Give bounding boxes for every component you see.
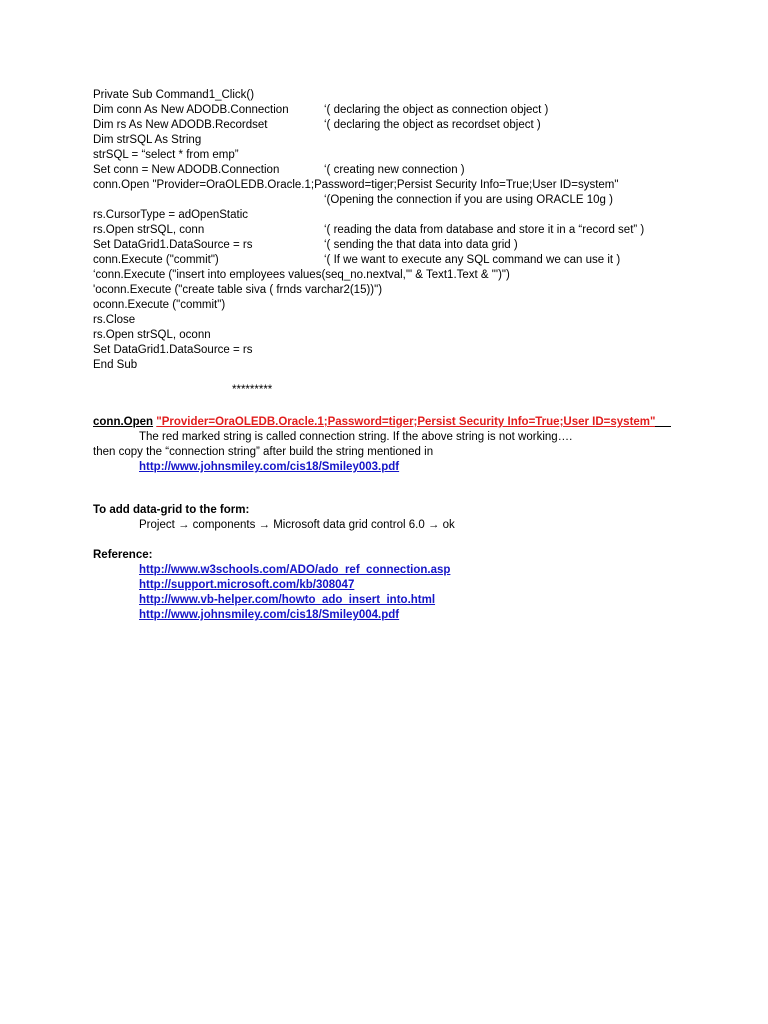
reference-link[interactable]: http://www.w3schools.com/ADO/ado_ref_connection.asp xyxy=(139,564,451,576)
connection-string-line xyxy=(93,415,671,430)
reference-link[interactable]: http://www.johnsmiley.com/cis18/Smiley004.pdf xyxy=(139,609,400,621)
conn-open-prefix: conn.Open xyxy=(93,416,154,428)
code-comment: ‘( reading the data from database and store it in a “record set” ) xyxy=(324,224,645,236)
reference-heading: Reference: xyxy=(93,549,153,561)
trailing-underline xyxy=(655,415,671,427)
code-text: rs.CursorType = adOpenStatic xyxy=(93,209,249,221)
code-text: Private Sub Command1_Click() xyxy=(93,89,255,101)
separator: ********* xyxy=(232,384,273,396)
code-text: Set conn = New ADODB.Connection xyxy=(93,164,280,176)
code-comment: ‘( sending the that data into data grid ) xyxy=(324,239,518,251)
datagrid-steps: Project → components → Microsoft data grid control 6.0 → ok xyxy=(139,519,455,531)
code-text: Dim rs As New ADODB.Recordset xyxy=(93,119,268,131)
code-text: rs.Close xyxy=(93,314,136,326)
code-comment: ‘( If we want to execute any SQL command we can use it ) xyxy=(324,254,621,266)
code-text: Set DataGrid1.DataSource = rs xyxy=(93,239,253,251)
code-text: ‘conn.Execute ("insert into employees values(seq_no.nextval,'" & Text1.Text & "')") xyxy=(93,269,510,281)
code-text: 'oconn.Execute ("create table siva ( frnds varchar2(15))") xyxy=(93,284,383,296)
datagrid-heading: To add data-grid to the form: xyxy=(93,504,250,516)
code-text: Dim conn As New ADODB.Connection xyxy=(93,104,289,116)
explanation-line: then copy the “connection string” after build the string mentioned in xyxy=(93,446,434,458)
reference-link[interactable]: http://www.vb-helper.com/howto_ado_insert_into.html xyxy=(139,594,436,606)
connection-string: "Provider=OraOLEDB.Oracle.1;Password=tiger;Persist Security Info=True;User ID=system" xyxy=(156,416,656,428)
code-text: Dim strSQL As String xyxy=(93,134,202,146)
code-text: oconn.Execute ("commit") xyxy=(93,299,226,311)
smiley003-link[interactable]: http://www.johnsmiley.com/cis18/Smiley003.pdf xyxy=(139,461,400,473)
code-text: conn.Open "Provider=OraOLEDB.Oracle.1;Password=tiger;Persist Security Info=True;User ID=system" xyxy=(93,179,619,191)
code-text: conn.Execute ("commit") xyxy=(93,254,219,266)
code-text: Set DataGrid1.DataSource = rs xyxy=(93,344,253,356)
code-text: strSQL = “select * from emp” xyxy=(93,149,239,161)
code-text: rs.Open strSQL, conn xyxy=(93,224,205,236)
reference-link[interactable]: http://support.microsoft.com/kb/308047 xyxy=(139,579,355,591)
code-text: End Sub xyxy=(93,359,138,371)
code-comment: ‘(Opening the connection if you are using ORACLE 10g ) xyxy=(324,194,613,206)
explanation-line: The red marked string is called connection string. If the above string is not working…. xyxy=(139,431,573,443)
code-comment: ‘( declaring the object as connection object ) xyxy=(324,104,549,116)
code-comment: ‘( declaring the object as recordset object ) xyxy=(324,119,541,131)
code-comment: ‘( creating new connection ) xyxy=(324,164,465,176)
code-text: rs.Open strSQL, oconn xyxy=(93,329,211,341)
